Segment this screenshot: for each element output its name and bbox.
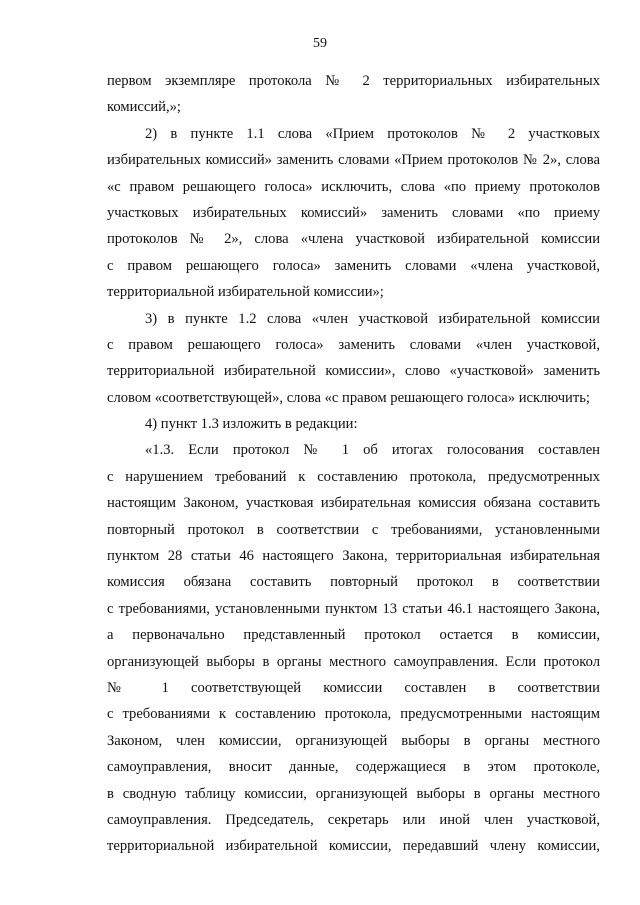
text-line: № 1 соответствующей комиссии составлен в соответствии [107, 679, 600, 696]
text-line: 2) в пункте 1.1 слова «Прием протоколов № 2 участковых [145, 125, 600, 142]
text-line: 3) в пункте 1.2 слова «член участковой избирательной комиссии [145, 310, 600, 327]
text-line: с правом решающего голоса» заменить словами «члена участковой, [107, 257, 600, 274]
text-line: а первоначально представленный протокол остается в комиссии, [107, 627, 600, 644]
text-line: территориальной избирательной комиссии, передавший члену комиссии, [107, 838, 600, 855]
text-line: избирательных комиссий» заменить словами «Прием протоколов № 2», слова [107, 152, 600, 169]
text-line: самоуправления, вносит данные, содержащиеся в этом протоколе, [107, 759, 600, 776]
text-line: с требованиями, установленными пунктом 13 статьи 46.1 настоящего Закона, [107, 600, 600, 617]
text-line: «1.3. Если протокол № 1 об итогах голосования составлен [145, 442, 600, 459]
text-line: территориальной избирательной комиссии», слово «участковой» заменить [107, 363, 600, 380]
text-line: самоуправления. Председатель, секретарь или иной член участковой, [107, 811, 600, 828]
text-line: с требованиями к составлению протокола, предусмотренными настоящим [107, 706, 600, 723]
text-line: Законом, член комиссии, организующей выборы в органы местного [107, 732, 600, 749]
text-line: пунктом 28 статьи 46 настоящего Закона, территориальная избирательная [107, 548, 600, 565]
text-line: с нарушением требований к составлению протокола, предусмотренных [107, 468, 600, 485]
text-line: словом «соответствующей», слова «с правом решающего голоса» исключить; [107, 389, 590, 406]
text-line: участковых избирательных комиссий» заменить словами «по приему [107, 204, 600, 221]
text-line: протоколов № 2», слова «члена участковой избирательной комиссии [107, 231, 600, 248]
text-line: повторный протокол в соответствии с требованиями, установленными [107, 521, 600, 538]
text-line: первом экземпляре протокола № 2 территориальных избирательных [107, 73, 600, 89]
page-number: 59 [313, 36, 327, 51]
text-line: настоящим Законом, участковая избирательная комиссия обязана составить [107, 495, 600, 512]
text-line: территориальной избирательной комиссии»; [107, 284, 384, 301]
text-line: «с правом решающего голоса» исключить, слова «по приему протоколов [107, 178, 600, 195]
text-line: организующей выборы в органы местного самоуправления. Если протокол [107, 653, 600, 670]
text-line: с правом решающего голоса» заменить словами «член участковой, [107, 336, 600, 353]
text-line: комиссия обязана составить повторный протокол в соответствии [107, 574, 600, 591]
body-text [107, 68, 600, 860]
text-line: комиссий,»; [107, 99, 181, 116]
text-line: в сводную таблицу комиссии, организующей выборы в органы местного [107, 785, 600, 802]
text-line: 4) пункт 1.3 изложить в редакции: [145, 416, 358, 433]
